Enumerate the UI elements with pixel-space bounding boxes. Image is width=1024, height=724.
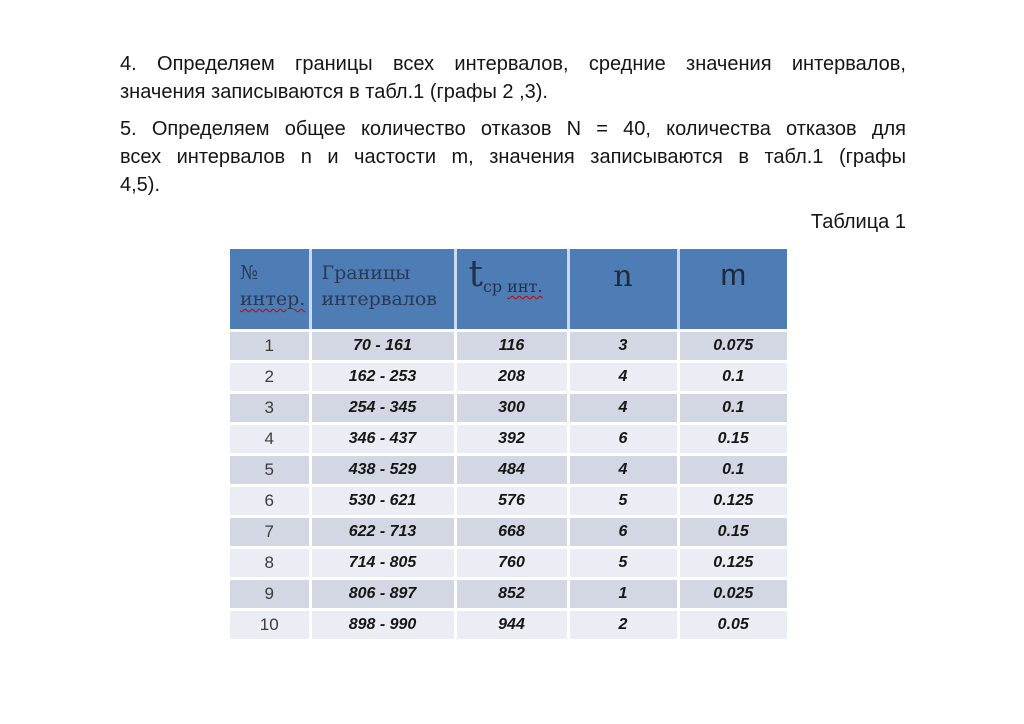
cell-m: 0.025 [678,578,787,609]
header-bounds-line1: Границы [321,262,411,284]
cell-mid: 668 [455,516,568,547]
table-row [230,516,787,547]
cell-num: 2 [230,361,310,392]
header-num-line2: интер. [240,288,306,310]
table-row [230,547,787,578]
cell-bounds: 806 - 897 [310,578,455,609]
cell-n: 4 [568,392,678,423]
cell-n: 5 [568,485,678,516]
cell-mid: 484 [455,454,568,485]
paragraph-5 [120,115,906,199]
table-caption: Таблица 1 [810,211,906,233]
cell-num: 7 [230,516,310,547]
cell-num: 5 [230,454,310,485]
t-subscript-int: инт. [507,277,543,296]
cell-bounds: 898 - 990 [310,609,455,640]
text-line: всех интервалов n и частости m, значения записываются в табл.1 (графы [120,146,906,168]
header-cell-m: m [678,249,787,330]
cell-mid: 300 [455,392,568,423]
paragraph-4 [120,50,906,106]
table-header [230,249,787,330]
table-body [230,330,787,640]
header-cell-interval-bounds [310,249,455,330]
header-num-line1: № [240,262,258,284]
cell-n: 1 [568,578,678,609]
cell-m: 0.1 [678,392,787,423]
cell-n: 4 [568,361,678,392]
cell-n: 2 [568,609,678,640]
cell-num: 1 [230,330,310,361]
text-line: значения записываются в табл.1 (графы 2 ,3). [120,81,548,103]
cell-bounds: 714 - 805 [310,547,455,578]
table-row [230,454,787,485]
cell-bounds: 346 - 437 [310,423,455,454]
cell-mid: 576 [455,485,568,516]
cell-m: 0.05 [678,609,787,640]
cell-bounds: 162 - 253 [310,361,455,392]
table-row [230,609,787,640]
cell-m: 0.125 [678,547,787,578]
cell-bounds: 530 - 621 [310,485,455,516]
header-cell-n: n [568,249,678,330]
cell-m: 0.075 [678,330,787,361]
text-line: 4. Определяем границы всех интервалов, средние значения интервалов, [120,53,906,75]
table-row [230,330,787,361]
cell-m: 0.15 [678,423,787,454]
cell-bounds: 438 - 529 [310,454,455,485]
header-cell-interval-number [230,249,310,330]
table-row [230,485,787,516]
cell-n: 6 [568,516,678,547]
cell-mid: 852 [455,578,568,609]
cell-num: 8 [230,547,310,578]
cell-n: 6 [568,423,678,454]
cell-num: 9 [230,578,310,609]
cell-num: 4 [230,423,310,454]
cell-m: 0.125 [678,485,787,516]
text-line: 4,5). [120,174,161,196]
table-row [230,578,787,609]
t-symbol: t [468,254,483,295]
table-row [230,392,787,423]
cell-mid: 760 [455,547,568,578]
cell-mid: 944 [455,609,568,640]
header-cell-t-mid-interval [455,249,568,330]
cell-m: 0.1 [678,361,787,392]
cell-n: 3 [568,330,678,361]
table-row [230,423,787,454]
cell-num: 10 [230,609,310,640]
cell-mid: 116 [455,330,568,361]
cell-bounds: 622 - 713 [310,516,455,547]
cell-m: 0.15 [678,516,787,547]
t-subscript-sr: ср [482,277,503,296]
cell-m: 0.1 [678,454,787,485]
cell-num: 3 [230,392,310,423]
text-line: 5. Определяем общее количество отказов N = 40, количества отказов для [120,118,906,140]
header-row [230,249,787,330]
cell-n: 4 [568,454,678,485]
cell-bounds: 70 - 161 [310,330,455,361]
cell-n: 5 [568,547,678,578]
cell-bounds: 254 - 345 [310,392,455,423]
table-row [230,361,787,392]
header-bounds-line2: интервалов [321,288,437,310]
frequency-table [230,249,787,642]
cell-mid: 208 [455,361,568,392]
cell-mid: 392 [455,423,568,454]
cell-num: 6 [230,485,310,516]
